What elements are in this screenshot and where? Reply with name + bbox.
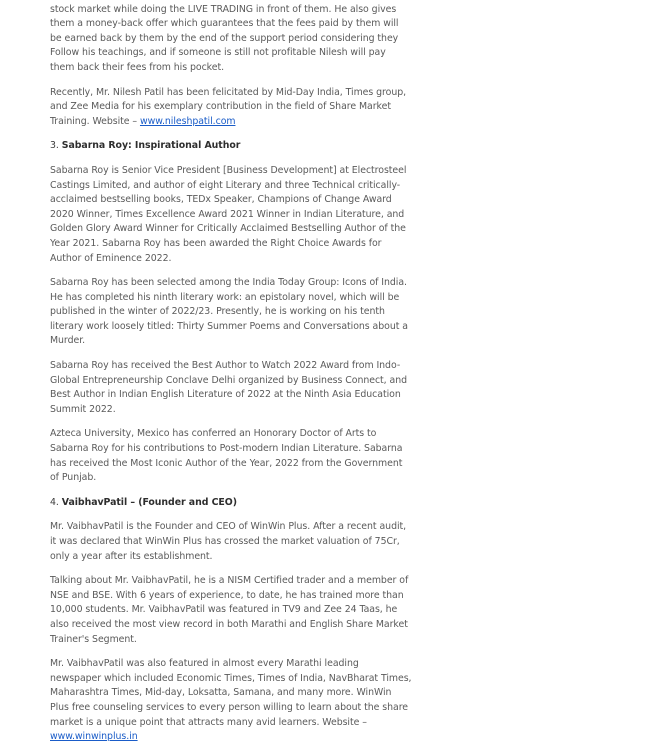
paragraph-sabarna-doctorate: Azteca University, Mexico has conferred an Honorary Doctor of Arts to Sabarna Roy for his contributions to Post-modern Indian Literature. Sabarna has received the Most Iconic Author of the Year, 2022 from the Government of Punjab. — [50, 428, 403, 484]
paragraph-nilesh-recognition — [50, 86, 412, 130]
heading-title: VaibhavPatil – (Founder and CEO) — [61, 496, 237, 508]
paragraph-text: Recently, Mr. Nilesh Patil has been felicitated by Mid-Day India, Times group, and Zee Media for his exemplary contribution in the field of Share Market Training. Website – — [50, 86, 407, 127]
paragraph-sabarna-awards: Sabarna Roy has received the Best Author to Watch 2022 Award from Indo-Global Entrepreneurship Conclave Delhi organized by Business Connect, and Best Author in Indian English Literature of 2022 at the Ninth Asia Education Summit 2022. — [50, 360, 408, 415]
heading-title: Sabarna Roy: Inspirational Author — [61, 140, 241, 152]
section-heading-sabarna-roy — [50, 139, 412, 154]
paragraph-sabarna-icons: Sabarna Roy has been selected among the India Today Group: Icons of India. He has completed his ninth literary work: an epistolary novel, which will be published in the winter of 2022/23. Presently, he is working on his tenth literary work loosely titled: Thirty Summer Poems and Conversations about a Murder. — [50, 277, 408, 347]
heading-number: 3. — [50, 140, 62, 152]
winwinplus-website-link[interactable]: www.winwinplus.in — [50, 731, 138, 743]
article-body — [50, 0, 412, 755]
heading-number: 4. — [50, 496, 62, 508]
paragraph-text: Mr. VaibhavPatil was also featured in almost every Marathi leading newspaper which included Economic Times, Times of India, NavBharat Times, Maharashtra Times, Mid-day, Loksatta, Samana, and many more. WinWin Plus free counseling services to every person willing to learn about the share market is a unique point that attracts many avid learners. Website – — [50, 658, 412, 728]
paragraph-sabarna-bio: Sabarna Roy is Senior Vice President [Business Development] at Electrosteel Castings Limited, and author of eight Literary and three Technical critically-acclaimed bestselling books, TEDx Speaker, Champions of Change Award 2020 Winner, Times Excellence Award 2021 Winner in Indian Literature, and Golden Glory Award Winner for Critically Acclaimed Bestselling Author of the Year 2021. Sabarna Roy has been awarded the Right Choice Awards for Author of Eminence 2022. — [50, 164, 407, 264]
paragraph-vaibhav-founder: Mr. VaibhavPatil is the Founder and CEO of WinWin Plus. After a recent audit, it was declared that WinWin Plus has crossed the market valuation of 75Cr, only a year after its establishment. — [50, 521, 407, 562]
section-heading-vaibhavpatil — [50, 496, 412, 511]
paragraph-vaibhav-featured — [50, 657, 412, 745]
paragraph-nilesh-trainings: stock market while doing the LIVE TRADING in front of them. He also gives them a money-back offer which guarantees that the fees paid by them will be earned back by them by the end of the support period considering they Follow his teachings, and if someone is still not profitable Nilesh will pay them back their fees from his pocket. — [50, 3, 399, 73]
nileshpatil-website-link[interactable]: www.nileshpatil.com — [139, 115, 236, 127]
paragraph-vaibhav-experience: Talking about Mr. VaibhavPatil, he is a NISM Certified trader and a member of NSE and BSE. With 6 years of experience, to date, he has trained more than 10,000 students. Mr. VaibhavPatil was featured in TV9 and Zee 24 Taas, he also received the most view record in both Marathi and English Share Market Trainer's Segment. — [50, 575, 409, 645]
